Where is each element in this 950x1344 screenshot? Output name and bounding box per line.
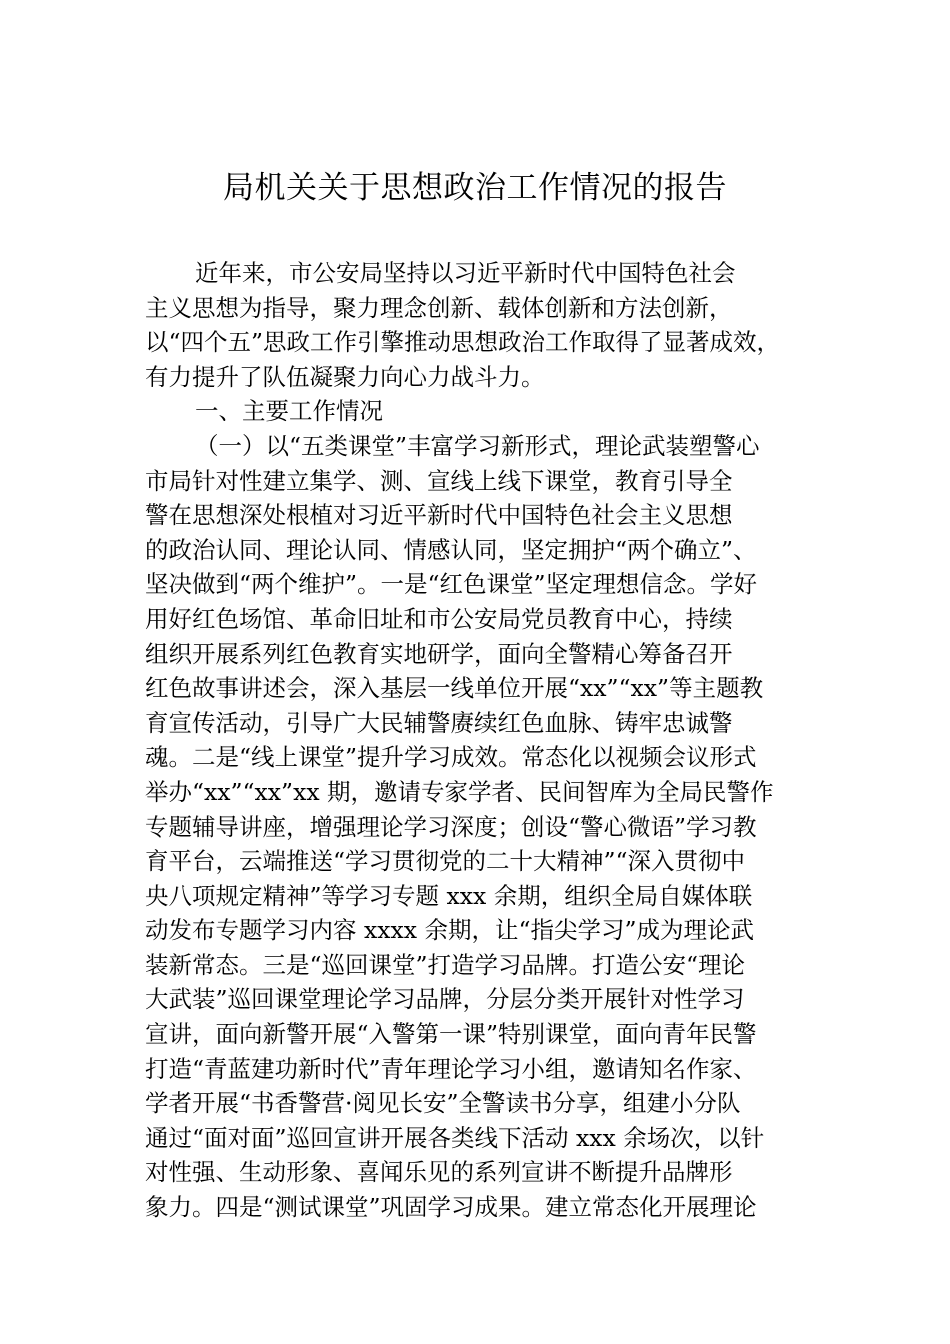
paragraph-line: 警在思想深处根植对习近平新时代中国特色社会主义思想 bbox=[145, 501, 733, 530]
paragraph-line: 的政治认同、理论认同、情感认同，坚定拥护“两个确立”、 bbox=[145, 535, 757, 564]
paragraph-line: 以“四个五”思政工作引擎推动思想政治工作取得了显著成效， bbox=[145, 328, 781, 357]
paragraph-line: 大武装”巡回课堂理论学习品牌，分层分类开展针对性学习 bbox=[145, 985, 745, 1014]
paragraph-line: 装新常态。三是“巡回课堂”打造学习品牌。打造公安“理论 bbox=[145, 950, 746, 979]
paragraph-line: 有力提升了队伍凝聚力向心力战斗力。 bbox=[145, 362, 545, 391]
paragraph-line: 举办“xx”“xx”xx 期，邀请专家学者、民间智库为全局民警作 bbox=[145, 777, 774, 806]
paragraph-line: 打造“青蓝建功新时代”青年理论学习小组，邀请知名作家、 bbox=[145, 1054, 757, 1083]
paragraph-line: 育宣传活动，引导广大民辅警赓续红色血脉、铸牢忠诚警 bbox=[145, 708, 733, 737]
document-body bbox=[145, 256, 835, 1225]
paragraph-line: 学者开展“书香警营·阅见长安”全警读书分享，组建小分队 bbox=[145, 1089, 741, 1118]
paragraph-line: 宣讲，面向新警开展“入警第一课”特别课堂，面向青年民警 bbox=[145, 1020, 757, 1049]
paragraph-line: 对性强、生动形象、喜闻乐见的系列宣讲不断提升品牌形 bbox=[145, 1158, 733, 1187]
paragraph-line: 主义思想为指导，聚力理念创新、载体创新和方法创新， bbox=[145, 293, 733, 322]
paragraph-line: 组织开展系列红色教育实地研学，面向全警精心筹备召开 bbox=[145, 639, 733, 668]
paragraph-line: 魂。二是“线上课堂”提升学习成效。常态化以视频会议形式 bbox=[145, 743, 757, 772]
paragraph-line: 央八项规定精神”等学习专题 xxx 余期，组织全局自媒体联 bbox=[145, 881, 753, 910]
paragraph-line: 红色故事讲述会，深入基层一线单位开展“xx”“xx”等主题教 bbox=[145, 674, 764, 703]
paragraph-line: 专题辅导讲座，增强理论学习深度；创设“警心微语”学习教 bbox=[145, 812, 757, 841]
paragraph-line: 动发布专题学习内容 xxxx 余期，让“指尖学习”成为理论武 bbox=[145, 916, 754, 945]
paragraph-line: 通过“面对面”巡回宣讲开展各类线下活动 xxx 余场次，以针 bbox=[145, 1123, 765, 1152]
paragraph-line: 市局针对性建立集学、测、宣线上线下课堂，教育引导全 bbox=[145, 466, 733, 495]
paragraph-line: 用好红色场馆、革命旧址和市公安局党员教育中心，持续 bbox=[145, 604, 733, 633]
paragraph-line: 近年来，市公安局坚持以习近平新时代中国特色社会 bbox=[195, 259, 736, 287]
section-heading: 一、主要工作情况 bbox=[195, 397, 383, 426]
document-title: 局机关关于思想政治工作情况的报告 bbox=[223, 170, 727, 206]
paragraph-line: 育平台，云端推送“学习贯彻党的二十大精神”“深入贯彻中 bbox=[145, 847, 746, 876]
subsection-heading: （一）以“五类课堂”丰富学习新形式，理论武装塑警心 bbox=[195, 431, 760, 460]
paragraph-line: 象力。四是“测试课堂”巩固学习成果。建立常态化开展理论 bbox=[145, 1193, 757, 1222]
paragraph-line: 坚决做到“两个维护”。一是“红色课堂”坚定理想信念。学好 bbox=[145, 570, 758, 599]
